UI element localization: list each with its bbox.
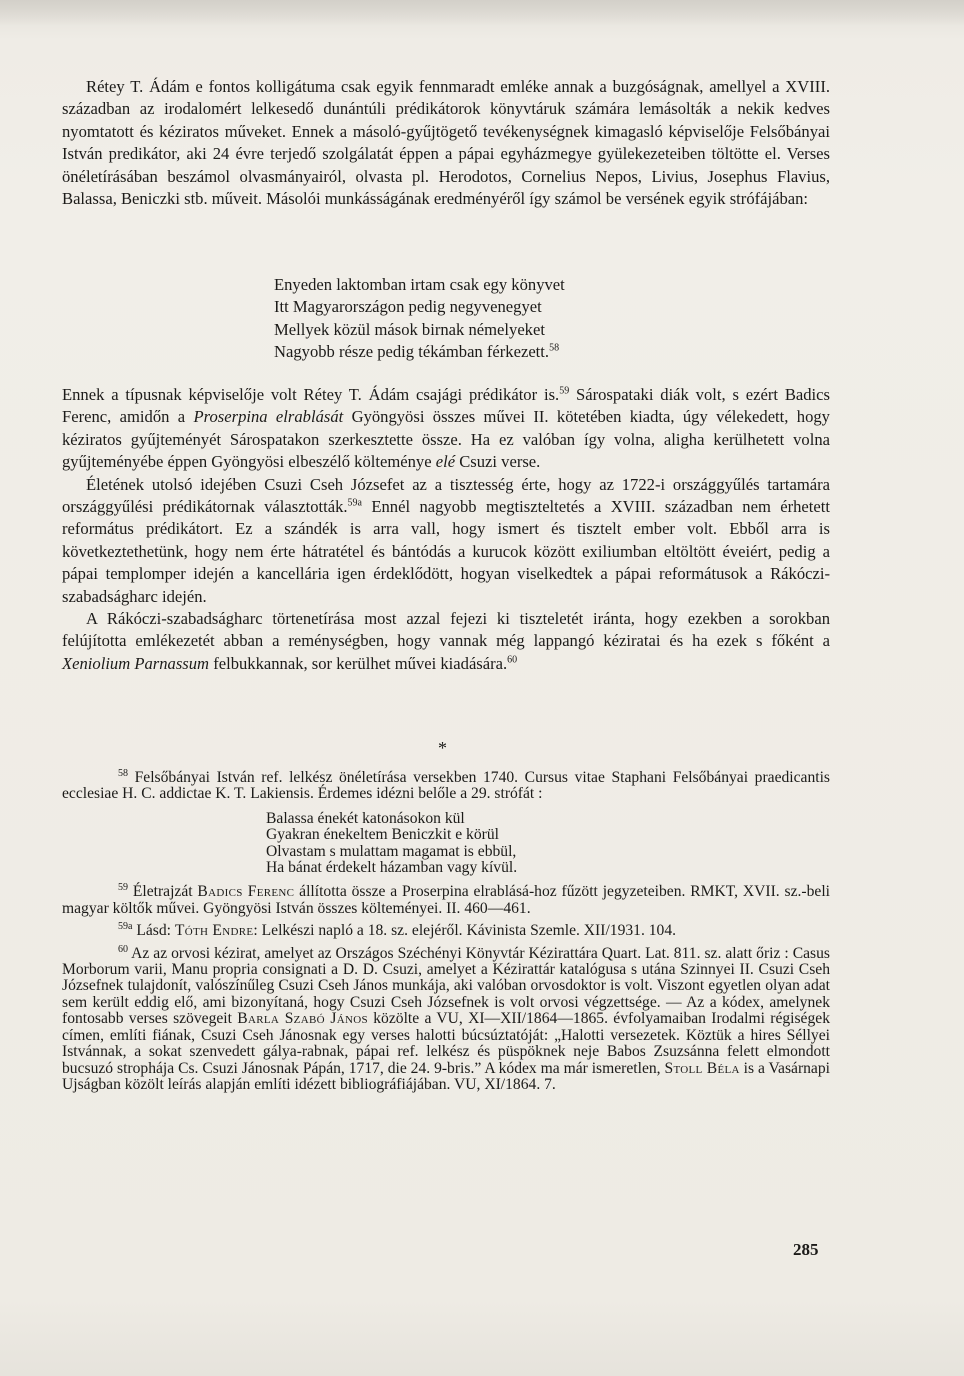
author-name: Barla Szabó János [237, 1010, 368, 1028]
p4-text-b: felbukkannak, sor kerülhet művei kiadására. [209, 653, 508, 673]
footnote-number: 59 [118, 882, 128, 894]
footnotes [62, 767, 830, 1093]
verse-quote [274, 274, 565, 364]
paragraph-4 [62, 608, 830, 675]
footnote-text: : Lelkészi napló a 18. sz. elejéről. Kávinista Szemle. XII/1931. 104. [253, 922, 677, 940]
scan-edge-shadow [0, 0, 964, 26]
paragraph-2 [62, 384, 830, 474]
p3-text-b: Ennél nagyobb megtiszteltetés a XVIII. században nem érhetett református prédikátort. Ez a szándék is arra vall, hogy ismert és tisztelt ember volt. Ebből arra is következtethetünk, hogy nem érte hátratétel és bántódás a kurucok között exiliumban eltöltött éveiért, pedig a pápai templomper idején a kancellária igen érdeklődött, hogyan viselkedtek a pápai reformátusok a Rákóczi-szabadságharc idején. [62, 497, 830, 606]
footnote-ref-59: 59 [559, 385, 570, 397]
page-number: 285 [793, 1240, 819, 1259]
p4-italic-title: Xeniolium Parnassum [62, 653, 210, 673]
p4-text-a: A Rákóczi-szabadságharc törtenetírása most azzal fejezi ki tiszteletét iránta, hogy ezekben a sorokban felújította emlékezetét abban a reménységben, hogy vannak még lappangó kéziratai és ha ezek s főként a [62, 609, 830, 651]
footnote-text: állította össze a Proserpina elrablásá-hoz fűzött jegyzeteiben. RMKT, XVII. sz.-beli magyar költők művei. Gyöngyösi István összes költeményei. II. 460—461. [62, 883, 830, 917]
paragraph-1: Rétey T. Ádám e fontos kolligátuma csak egyik fennmaradt emléke annak a buzgóságnak, amellyel a XVIII. században az irodalomért lelkesedő dunántúli prédikátorok könyvtáruk számára lemásolták a nekik kedves nyomtatott és kéziratos műveket. Ennek a másoló-gyűjtögető tevékenységnek kimagasló képviselője Felsőbányai István predikátor, aki 24 évre terjedő szolgálatát éppen a pápai egyházmegye gyülekezeteiben töltötte el. Verses önéletírásában beszámol olvasmányairól, olvasta pl. Herodotos, Cornelius Nepos, Livius, Josephus Flavius, Balassa, Beniczki stb. műveit. Másolói munkásságának eredményéről így számol be versének egyik strófájában: [62, 77, 830, 209]
author-name: Stoll Béla [664, 1059, 740, 1077]
footnote-number: 60 [118, 943, 128, 955]
main-text [62, 76, 830, 210]
footnote-text: is a Vasárnapi Ujságban közölt leírás alapján említi idézett bibliográfiájában. VU, XI/1864. 7. [62, 1059, 830, 1093]
p2-text-c: Gyöngyösi összes művei II. kötetében kiadta, úgy vélekedett, hogy kéziratos gyűjteményét Sárospatakon szerkesztette össze. Ha ez valóban így volna, aligha kerülhetett volna gyűjteményébe éppen Gyöngyösi elbeszélő költeménye [62, 407, 830, 472]
footnote-verse [266, 811, 830, 877]
footnote-58 [62, 767, 830, 803]
p2-text-d: Csuzi verse. [455, 452, 541, 472]
paragraph-3 [62, 474, 830, 608]
verse-line: Mellyek közül mások birnak némelyeket [274, 319, 545, 339]
footnote-text: Életrajzát [128, 883, 198, 901]
p2-italic-title: Proserpina elrablását [193, 407, 344, 427]
footnote-number: 58 [118, 767, 128, 779]
p2-text-a: Ennek a típusnak képviselője volt Rétey T. Ádám csajági prédikátor is. [62, 385, 560, 404]
footnote-ref-59a: 59a [347, 497, 362, 509]
verse-line-last [274, 341, 565, 363]
footnote-ref-58: 58 [549, 342, 560, 354]
footnote-text: Az az orvosi kézirat, amelyet az Országos Széchényi Könyvtár Kézirattára Quart. Lat. 811. sz. alatt őriz : Casus Morborum varii, Manu propria consignati a D. D. Csuzi, amelyet a Kézirattár katalógusa s utána Szinnyei II. Csuzi Cseh Józsefnek tulajdonít, valószínűleg Csuzi Cseh János munkája, aki valóban orvosdoktor is volt. Viszont egyetlen olyan adat sem került eddig elő, ami bizonyítaná, hogy Csuzi Cseh Józsefnek is volt orvosi végzettsége. — Az a kódex, amelynek fontosabb verses szövegeit [62, 944, 830, 1028]
footnote-verse-line: Gyakran énekeltem Beniczkit e körül [266, 826, 499, 844]
footnote-59 [62, 884, 830, 917]
footnote-ref-60: 60 [507, 654, 518, 666]
footnote-text: Lásd: [132, 922, 175, 940]
p3-text-a: Életének utolsó idejében Csuzi Cseh Józsefet az a tisztesség érte, hogy az 1722-i országgyűlés tartamára országgyűlési prédikátornak választották. [62, 474, 830, 517]
p2-text-b: Sárospataki diák volt, s ezért Badics Ferenc, amidőn a [62, 385, 830, 427]
author-name: Tóth Endre [174, 922, 254, 940]
footnote-text: Felsőbányai István ref. lelkész önéletírása versekben 1740. Cursus vitae Staphani Felsőbányai praedicantis ecclesiae H. C. addictae K. T. Lakiensis. Érdemes idézni belőle a 29. strófát : [62, 769, 830, 803]
verse-line-text: Nagyobb része pedig tékámban férkezett. [274, 342, 550, 362]
verse-line: Enyeden laktomban irtam csak egy könyvet [274, 275, 565, 294]
section-separator: * [438, 738, 447, 758]
footnote-text: közölte a VU, XI—XII/1864—1865. évfolyamaiban Irodalmi régiségek címen, említi fiának, Csuzi Cseh Jánosnak egy verses halotti búcsúztatóját: „Halotti versezetek. Köztük a hires Séllyei Istvánnak, a sokat szenvedett gálya-rabnak, pápai ref. lelkész és püspöknek neje Babos Zsuzsánna felett elmondott bucsuzó strophája Cs. Csuzi Jánosnak Pápán, 1717, die 24. 9-bris.” A kódex ma már ismeretlen, [62, 1010, 830, 1077]
main-text-continued [62, 384, 830, 675]
footnote-verse-line: Balassa énekét katonásokon kül [266, 809, 465, 827]
footnote-number: 59a [118, 921, 133, 933]
verse-line: Itt Magyarországon pedig negyvenegyet [274, 297, 542, 317]
p2-italic-word: elé [435, 452, 456, 472]
footnote-verse-line: Olvastam s mulattam magamat is ebbül, [266, 842, 517, 860]
footnote-verse-line: Ha bánat érdekelt házamban vagy kívül. [266, 859, 518, 877]
author-name: Badics Ferenc [197, 883, 295, 901]
footnote-60 [62, 943, 830, 1094]
footnote-59a [62, 923, 830, 939]
